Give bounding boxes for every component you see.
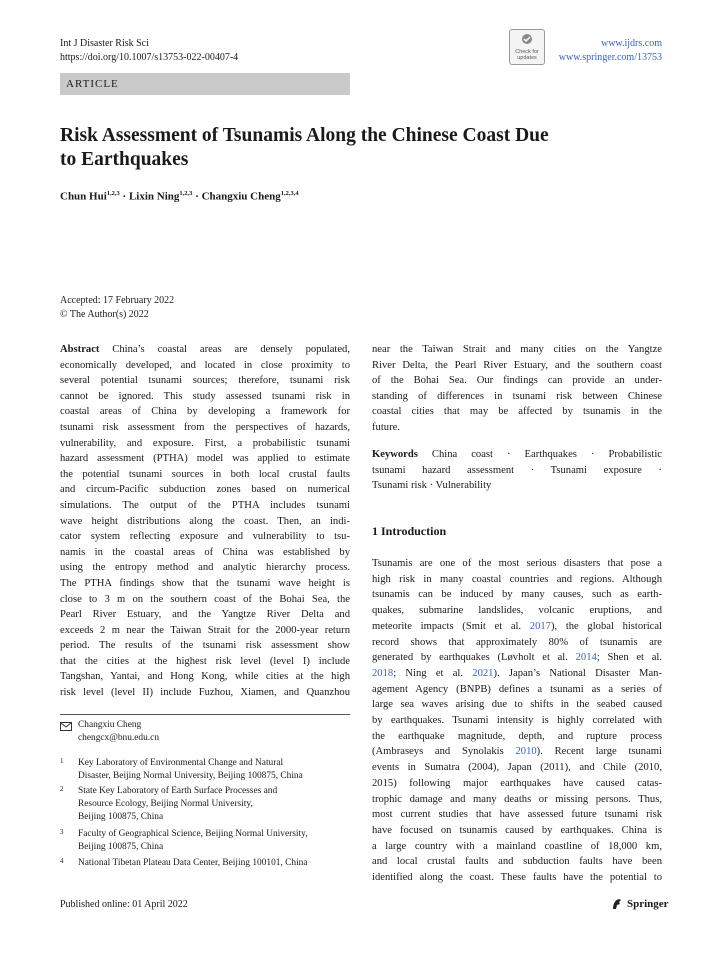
intro-line xyxy=(372,854,662,870)
abstract-label: Abstract xyxy=(60,344,100,355)
abstract-text: the potential tsunami sources in both local crustal faults xyxy=(60,468,350,480)
intro-text: ), the global historical xyxy=(550,620,662,632)
intro-text: generated by earthquakes (Løvholt et al. xyxy=(372,652,576,664)
abstract-text: Tangshan, Yantai, and Hong Kong, while cities at the high xyxy=(60,671,350,683)
intro-text: ). Japan’s National Disaster Man- xyxy=(493,667,662,679)
intro-text: meteorite impacts (Smit et al. xyxy=(372,620,530,632)
abstract-line xyxy=(60,482,350,498)
affiliation-text xyxy=(60,785,350,824)
intro-line xyxy=(372,807,662,823)
intro-text: tsunamis can be induced by many causes, such as earth- xyxy=(372,589,662,601)
abstract-text: vulnerability, and exposure. First, a probabilistic tsunami xyxy=(60,437,350,449)
abstract-line xyxy=(60,560,350,576)
abstract-line xyxy=(60,514,350,530)
intro-line xyxy=(372,603,662,619)
site-link-springer[interactable]: www.springer.com/13753 xyxy=(558,52,662,63)
abstract-line xyxy=(60,623,350,639)
abstract-line xyxy=(60,607,350,623)
accepted-date: Accepted: 17 February 2022 xyxy=(60,295,175,306)
abstract-text: risk level (level II) include Fuzhou, Xiamen, and Quanzhou xyxy=(60,687,350,699)
intro-line xyxy=(372,744,662,760)
abstract-line: standing of differences in tsunami risk between Chinese xyxy=(372,390,662,402)
abstract-line xyxy=(60,654,350,670)
abstract-line xyxy=(60,498,350,514)
publisher-logo xyxy=(610,897,669,911)
publisher-name: Springer xyxy=(627,898,669,910)
keywords-label: Keywords xyxy=(372,449,418,460)
intro-text: and local crustal faults and subduction faults have been xyxy=(372,856,662,868)
abstract-text: cannot be ignored. This study assessed tsunami risk in xyxy=(60,390,350,402)
abstract-line xyxy=(60,404,350,420)
abstract-text: simulations. The output of the PTHA includes tsunami xyxy=(60,499,350,511)
intro-text: a large country with a mainland coastline of 18,000 km, xyxy=(372,840,662,852)
abstract-line: River Delta, the Pearl River Estuary, and the southern coast xyxy=(372,359,662,371)
abstract-text: period. The results of the tsunami risk assessment show xyxy=(60,640,350,652)
abstract-text: tsunami risk assessment from the perspectives of hazards, xyxy=(60,421,350,433)
badge-text-1: Check for xyxy=(515,49,539,55)
journal-links xyxy=(540,37,662,65)
intro-text: ; Shen et al. xyxy=(596,652,663,664)
title-line-1: Risk Assessment of Tsunamis Along the Chinese Coast Due xyxy=(60,125,549,146)
affiliation-line: Beijing 100875, China xyxy=(78,812,164,822)
intro-text: Tsunamis are one of the most serious disasters that pose a xyxy=(372,558,662,569)
abstract-line: future. xyxy=(372,421,400,433)
keywords-text: China coast · Earthquakes · Probabilistic xyxy=(417,449,662,460)
abstract-text: cator system reflecting exposure and vulnerability to tsu- xyxy=(60,531,350,543)
abstract xyxy=(60,342,350,701)
keywords-line xyxy=(372,447,662,463)
intro-text: have focused on tsunamis caused by earthquakes. China is xyxy=(372,824,662,836)
intro-text: ). Recent large tsunami xyxy=(536,746,662,758)
intro-text: high risk in many coastal countries and regions. Although xyxy=(372,573,662,585)
title-line-2: to Earthquakes xyxy=(60,149,189,170)
intro-text: quakes, submarine landslides, volcanic eruptions, and xyxy=(372,605,662,617)
abstract-text: The PTHA findings show that the tsunami wave height is xyxy=(60,577,350,589)
intro-text: large sea waves arising due to shifts in the seabed caused xyxy=(372,699,662,711)
author-affiliation: 1,2,3,4 xyxy=(280,190,299,197)
abstract-continued xyxy=(372,342,662,436)
affiliation-text xyxy=(60,757,350,783)
intro-text: agement Agency (BNPB) defines a tsunami as a series of xyxy=(372,683,662,695)
keywords-block xyxy=(372,447,662,494)
abstract-line: of the Bohai Sea. Our findings can provide an under- xyxy=(372,375,662,387)
corresponding-email[interactable]: chengcx@bnu.edu.cn xyxy=(78,733,160,743)
keywords-text: tsunami hazard assessment · Tsunami exposure · xyxy=(372,464,662,476)
intro-line xyxy=(372,792,662,808)
affiliation-item xyxy=(60,828,350,854)
citation-link[interactable]: 2017 xyxy=(529,620,551,632)
intro-line xyxy=(372,650,662,666)
intro-text: identified along the coast. These faults have the potential to xyxy=(372,872,662,884)
abstract-text: economically developed, and located in close proximity to xyxy=(60,359,350,371)
affiliation-number: 2 xyxy=(60,785,64,793)
abstract-text: and circum-Pacific subduction zones based on numerical xyxy=(60,484,350,496)
copyright-notice: © The Author(s) 2022 xyxy=(60,309,149,320)
affiliation-item xyxy=(60,785,350,824)
intro-line xyxy=(372,666,662,682)
paper-title xyxy=(60,124,620,172)
abstract-text: wave height distributions along the coast. Then, an indi- xyxy=(60,515,350,527)
site-link-ijdrs[interactable]: www.ijdrs.com xyxy=(600,38,662,49)
envelope-icon xyxy=(60,722,72,731)
author-name[interactable]: Changxiu Cheng xyxy=(201,190,281,203)
intro-line xyxy=(372,619,662,635)
corresponding-author: Changxiu Cheng xyxy=(78,720,142,730)
intro-text: events in Sumatra (2004), Japan (2011), and Chile (2010, xyxy=(372,762,662,774)
abstract-text: China’s coastal areas are densely populated, xyxy=(99,344,350,355)
affiliation-line: Key Laboratory of Environmental Change and Natural xyxy=(78,758,284,768)
intro-line xyxy=(372,729,662,745)
article-dates xyxy=(60,294,174,322)
affiliation-line: Resource Ecology, Beijing Normal University, xyxy=(78,799,253,809)
running-header xyxy=(60,37,238,65)
intro-text: (Ambraseys and Synolakis xyxy=(372,746,516,758)
keywords-line xyxy=(372,463,662,479)
springer-horse-icon xyxy=(610,897,624,911)
intro-line xyxy=(372,587,662,603)
intro-line xyxy=(372,682,662,698)
abstract-line xyxy=(60,592,350,608)
abstract-text: namis in the coastal areas of China was established by xyxy=(60,546,350,558)
affiliation-number: 4 xyxy=(60,857,64,865)
intro-line xyxy=(372,776,662,792)
abstract-line xyxy=(60,529,350,545)
intro-text: trophic damage and many deaths or missing persons. Thus, xyxy=(372,793,662,805)
author-affiliation: 1,2,3 xyxy=(179,190,193,197)
author-affiliation: 1,2,3 xyxy=(106,190,120,197)
author-separator: · xyxy=(119,190,129,203)
badge-text-2: updates xyxy=(517,55,537,61)
citation-link[interactable]: 2010 xyxy=(515,746,537,758)
abstract-text: close to 3 m on the southern coast of the Bohai Sea, the xyxy=(60,593,350,605)
affiliation-line: Beijing 100875, China xyxy=(78,842,164,852)
abstract-line xyxy=(60,685,350,701)
intro-line xyxy=(372,760,662,776)
journal-name: Int J Disaster Risk Sci xyxy=(60,38,149,49)
affiliation-number: 3 xyxy=(60,828,64,836)
abstract-text: Pearl River Estuary, and the Yangtze River Delta and xyxy=(60,609,350,621)
intro-text: by earthquakes. Tsunami intensity is highly correlated with xyxy=(372,715,662,727)
abstract-line: coastal cities that may be affected by tsunamis in the xyxy=(372,406,662,418)
author-name[interactable]: Lixin Ning xyxy=(128,190,180,203)
intro-line xyxy=(372,713,662,729)
abstract-line xyxy=(60,576,350,592)
article-type-bar xyxy=(60,73,350,95)
bookmark-icon xyxy=(520,33,534,49)
intro-text: the earthquake magnitude, depth, and rupture process xyxy=(372,730,662,742)
intro-line xyxy=(372,572,662,588)
keywords-line xyxy=(372,478,662,494)
keywords-text: Tsunami risk · Vulnerability xyxy=(372,480,492,492)
abstract-line: near the Taiwan Strait and many cities on the Yangtze xyxy=(372,344,662,355)
abstract-text: using the entropy method and analytic hierarchy process. xyxy=(60,562,350,574)
author-list xyxy=(60,190,620,203)
doi-link[interactable]: https://doi.org/10.1007/s13753-022-00407-4 xyxy=(60,52,239,63)
correspondence-block xyxy=(60,719,350,745)
abstract-text: hazard assessment (PTHA) model was applied to estimate xyxy=(60,453,350,465)
author-separator: · xyxy=(192,190,202,203)
abstract-text: that the cities at the highest risk level (level I) include xyxy=(60,655,350,667)
intro-line xyxy=(372,556,662,572)
abstract-line xyxy=(60,420,350,436)
abstract-line xyxy=(60,669,350,685)
article-type-label: ARTICLE xyxy=(66,78,119,90)
affiliation-line: National Tibetan Plateau Data Center, Beijing 100101, China xyxy=(78,858,308,868)
abstract-line xyxy=(60,545,350,561)
introduction-body xyxy=(372,556,662,886)
intro-text: ; Ning et al. xyxy=(393,667,473,679)
abstract-line xyxy=(60,373,350,389)
citation-link[interactable]: 2018 xyxy=(372,667,394,679)
affiliation-line: State Key Laboratory of Earth Surface Processes and xyxy=(78,786,278,796)
author-name[interactable]: Chun Hui xyxy=(60,190,107,203)
affiliation-item xyxy=(60,857,350,870)
abstract-line xyxy=(60,436,350,452)
affiliation-item xyxy=(60,757,350,783)
intro-line xyxy=(372,870,662,886)
section-heading: 1 Introduction xyxy=(372,524,447,538)
intro-line xyxy=(372,823,662,839)
published-date: Published online: 01 April 2022 xyxy=(60,899,188,910)
abstract-line xyxy=(60,638,350,654)
abstract-text: several potential tsunami sources; therefore, tsunami risk xyxy=(60,375,350,387)
intro-text: record shows that approximately 80% of tsunamis are xyxy=(372,636,662,648)
intro-line xyxy=(372,839,662,855)
affiliation-text xyxy=(60,857,350,870)
citation-link[interactable]: 2014 xyxy=(575,652,597,664)
affiliation-line: Faculty of Geographical Science, Beijing Normal University, xyxy=(78,829,308,839)
intro-line xyxy=(372,635,662,651)
abstract-text: coastal areas of China by developing a framework for xyxy=(60,406,350,418)
abstract-line xyxy=(60,342,350,358)
intro-line xyxy=(372,697,662,713)
affiliation-number: 1 xyxy=(60,757,64,765)
abstract-text: exceeds 2 m near the Taiwan Strait for the 2000-year return xyxy=(60,624,350,636)
affiliation-line: Disaster, Beijing Normal University, Beijing 100875, China xyxy=(78,771,303,781)
abstract-line xyxy=(60,451,350,467)
abstract-line xyxy=(60,389,350,405)
abstract-line xyxy=(60,467,350,483)
abstract-line xyxy=(60,358,350,374)
intro-text: most current studies that have assessed future tsunami risk xyxy=(372,809,662,821)
affiliation-text xyxy=(60,828,350,854)
intro-text: 2015) following major earthquakes have caused catas- xyxy=(372,777,662,789)
citation-link[interactable]: 2021 xyxy=(472,667,494,679)
footnote-divider xyxy=(60,714,350,715)
